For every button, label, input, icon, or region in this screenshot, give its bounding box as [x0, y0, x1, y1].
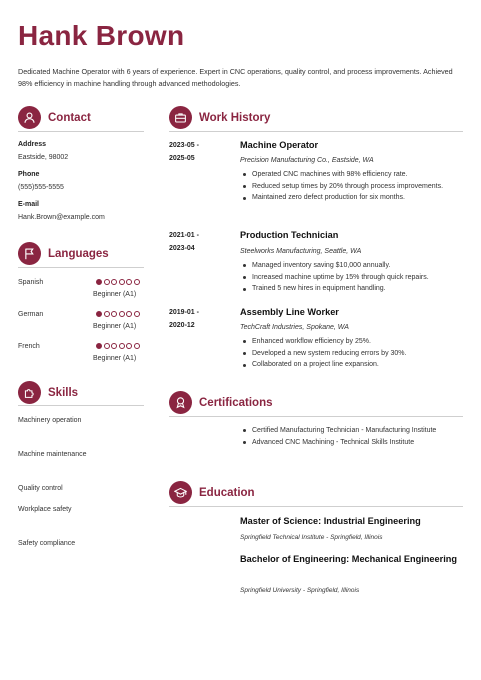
rating-dot — [104, 311, 110, 317]
education-section-header — [169, 481, 255, 504]
certifications-divider — [169, 416, 463, 417]
rating-dot — [134, 279, 140, 285]
briefcase-icon — [169, 106, 192, 129]
job-bullet: Maintained zero defect production for six months. — [240, 192, 465, 204]
skill-item: Quality control — [18, 485, 63, 492]
language-rating — [96, 279, 140, 285]
skill-item: Safety compliance — [18, 540, 76, 547]
school-name: Springfield Technical Institute - Springfield, Illinois — [240, 534, 383, 541]
language-rating — [96, 311, 140, 317]
rating-dot — [126, 311, 132, 317]
job-date-start: 2019-01 - — [169, 309, 199, 316]
person-icon — [18, 106, 41, 129]
rating-dot — [134, 343, 140, 349]
rating-dot — [104, 279, 110, 285]
language-name: Spanish — [18, 279, 44, 286]
contact-section-header — [18, 106, 91, 129]
language-level: Beginner (A1) — [93, 323, 137, 330]
rating-dot — [96, 279, 102, 285]
job-date — [169, 307, 199, 332]
job-bullet: Managed inventory saving $10,000 annually. — [240, 260, 465, 272]
certifications-section-header — [169, 391, 273, 414]
contact-title: Contact — [48, 111, 91, 124]
job-bullet: Developed a new system reducing errors by 30%. — [240, 348, 465, 360]
job-title: Assembly Line Worker — [240, 307, 339, 317]
work-history-section-header — [169, 106, 270, 129]
job-date-end: 2025-05 — [169, 154, 195, 162]
language-rating — [96, 343, 140, 349]
address-label: Address — [18, 141, 47, 148]
job-date-start: 2023-05 - — [169, 142, 199, 149]
job-date — [169, 230, 199, 255]
rating-dot — [111, 311, 117, 317]
job-bullet: Operated CNC machines with 98% efficiency rate. — [240, 169, 465, 181]
email-label: E-mail — [18, 201, 40, 208]
address-value: Eastside, 98002 — [18, 154, 69, 161]
language-name: French — [18, 343, 40, 350]
work-history-title: Work History — [199, 111, 271, 124]
flag-icon — [18, 242, 41, 265]
puzzle-icon — [18, 381, 41, 404]
rating-dot — [111, 279, 117, 285]
skill-item: Workplace safety — [18, 506, 72, 513]
job-bullets — [240, 169, 465, 204]
work-history-divider — [169, 131, 463, 132]
phone-value: (555)555-5555 — [18, 184, 64, 191]
languages-title: Languages — [48, 247, 109, 260]
certification-item: Certified Manufacturing Technician - Manufacturing Institute — [240, 425, 455, 437]
skill-item: Machinery operation — [18, 417, 82, 424]
certifications-title: Certifications — [199, 396, 273, 409]
rating-dot — [119, 311, 125, 317]
skills-section-header — [18, 381, 78, 404]
job-date-end: 2020-12 — [169, 321, 195, 329]
languages-section-header — [18, 242, 109, 265]
rating-dot — [96, 343, 102, 349]
job-bullet: Enhanced workflow efficiency by 25%. — [240, 336, 465, 348]
certification-item: Advanced CNC Machining - Technical Skills Institute — [240, 437, 455, 449]
job-company: TechCraft Industries, Spokane, WA — [240, 324, 349, 331]
rating-dot — [104, 343, 110, 349]
rating-dot — [119, 279, 125, 285]
skills-divider — [18, 405, 144, 406]
rating-dot — [134, 311, 140, 317]
language-level: Beginner (A1) — [93, 355, 137, 362]
language-level: Beginner (A1) — [93, 291, 137, 298]
degree-title: Master of Science: Industrial Engineering — [240, 516, 421, 526]
award-icon — [169, 391, 192, 414]
job-title: Production Technician — [240, 230, 339, 240]
education-title: Education — [199, 486, 255, 499]
candidate-name: Hank Brown — [18, 20, 185, 51]
rating-dot — [126, 343, 132, 349]
graduation-cap-icon — [169, 481, 192, 504]
languages-divider — [18, 267, 144, 268]
job-bullet: Collaborated on a project line expansion. — [240, 359, 465, 371]
job-date-end: 2023-04 — [169, 244, 195, 252]
job-bullet: Reduced setup times by 20% through process improvements. — [240, 181, 465, 193]
rating-dot — [119, 343, 125, 349]
job-title: Machine Operator — [240, 140, 319, 150]
certifications-list — [240, 425, 455, 448]
school-name: Springfield University - Springfield, Illinois — [240, 587, 360, 594]
summary-text: Dedicated Machine Operator with 6 years of experience. Expert in CNC operations, quality control, and process improvements. Achieved 98% efficiency in machine handling through advanced methodologies. — [18, 67, 453, 88]
rating-dot — [126, 279, 132, 285]
job-date-start: 2021-01 - — [169, 232, 199, 239]
contact-divider — [18, 131, 144, 132]
skills-title: Skills — [48, 386, 79, 399]
degree-title: Bachelor of Engineering: Mechanical Engineering — [240, 554, 457, 564]
job-bullets — [240, 260, 465, 295]
rating-dot — [111, 343, 117, 349]
education-divider — [169, 506, 463, 507]
email-value: Hank.Brown@example.com — [18, 214, 105, 221]
job-company: Precision Manufacturing Co., Eastside, WA — [240, 157, 374, 164]
job-bullets — [240, 336, 465, 371]
rating-dot — [96, 311, 102, 317]
job-bullet: Trained 5 new hires in equipment handling. — [240, 283, 465, 295]
skill-item: Machine maintenance — [18, 451, 87, 458]
phone-label: Phone — [18, 171, 40, 178]
job-company: Steelworks Manufacturing, Seattle, WA — [240, 248, 362, 255]
job-date — [169, 140, 199, 165]
language-name: German — [18, 311, 44, 318]
job-bullet: Increased machine uptime by 15% through quick repairs. — [240, 272, 465, 284]
